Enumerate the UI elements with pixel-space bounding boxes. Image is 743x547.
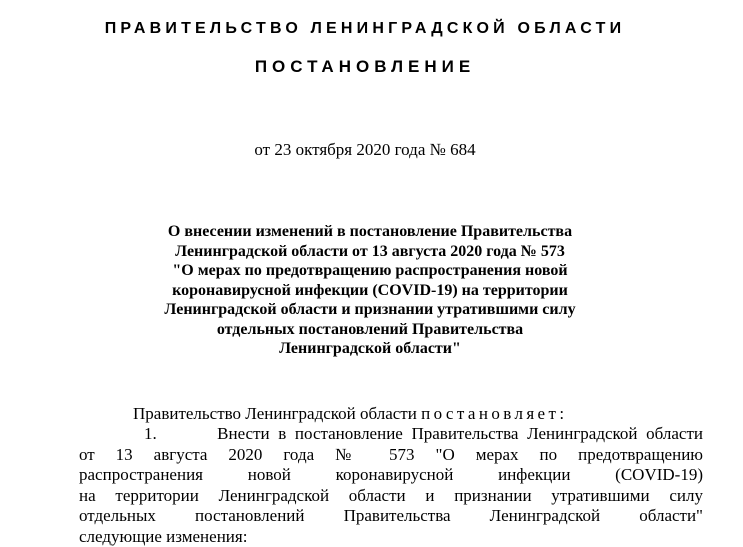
paragraph-line: от 13 августа 2020 года № 573 "О мерах по предотвращению	[79, 444, 703, 464]
preamble-colon: :	[559, 404, 565, 423]
title-line: коронавирусной инфекции (COVID-19) на территории	[172, 281, 568, 299]
title-line: О внесении изменений в постановление Правительства	[167, 223, 573, 240]
title-line: Ленинградской области"	[279, 340, 461, 357]
paragraph-line	[79, 424, 703, 445]
document-date-number: от 23 октября 2020 года № 684	[254, 140, 476, 159]
preamble	[133, 404, 564, 424]
title-line: Ленинградской области и признании утратившими силу	[164, 301, 576, 318]
paragraph-line: следующие изменения:	[79, 526, 248, 546]
paragraph-line: отдельных постановлений Правительства Ленинградской области"	[79, 506, 703, 525]
preamble-verb: постановляет	[421, 404, 560, 423]
document-title	[80, 222, 660, 359]
paragraph-1	[79, 424, 703, 547]
paragraph-line-text: Внести в постановление Правительства Ленинградской области	[217, 424, 703, 443]
title-line: отдельных постановлений Правительства	[216, 320, 524, 338]
title-line: Ленинградской области от 13 августа 2020 года № 573	[175, 242, 565, 260]
title-line: "О мерах по предотвращению распространения новой	[172, 262, 568, 279]
paragraph-number: 1.	[144, 424, 157, 443]
organization-heading: ПРАВИТЕЛЬСТВО ЛЕНИНГРАДСКОЙ ОБЛАСТИ	[104, 20, 626, 37]
paragraph-line: на территории Ленинградской области и признании утратившими силу	[79, 485, 703, 505]
paragraph-line: распространения новой коронавирусной инфекции (COVID-19)	[79, 465, 703, 484]
preamble-subject: Правительство Ленинградской области	[133, 404, 417, 423]
document-type-heading: ПОСТАНОВЛЕНИЕ	[254, 57, 476, 76]
